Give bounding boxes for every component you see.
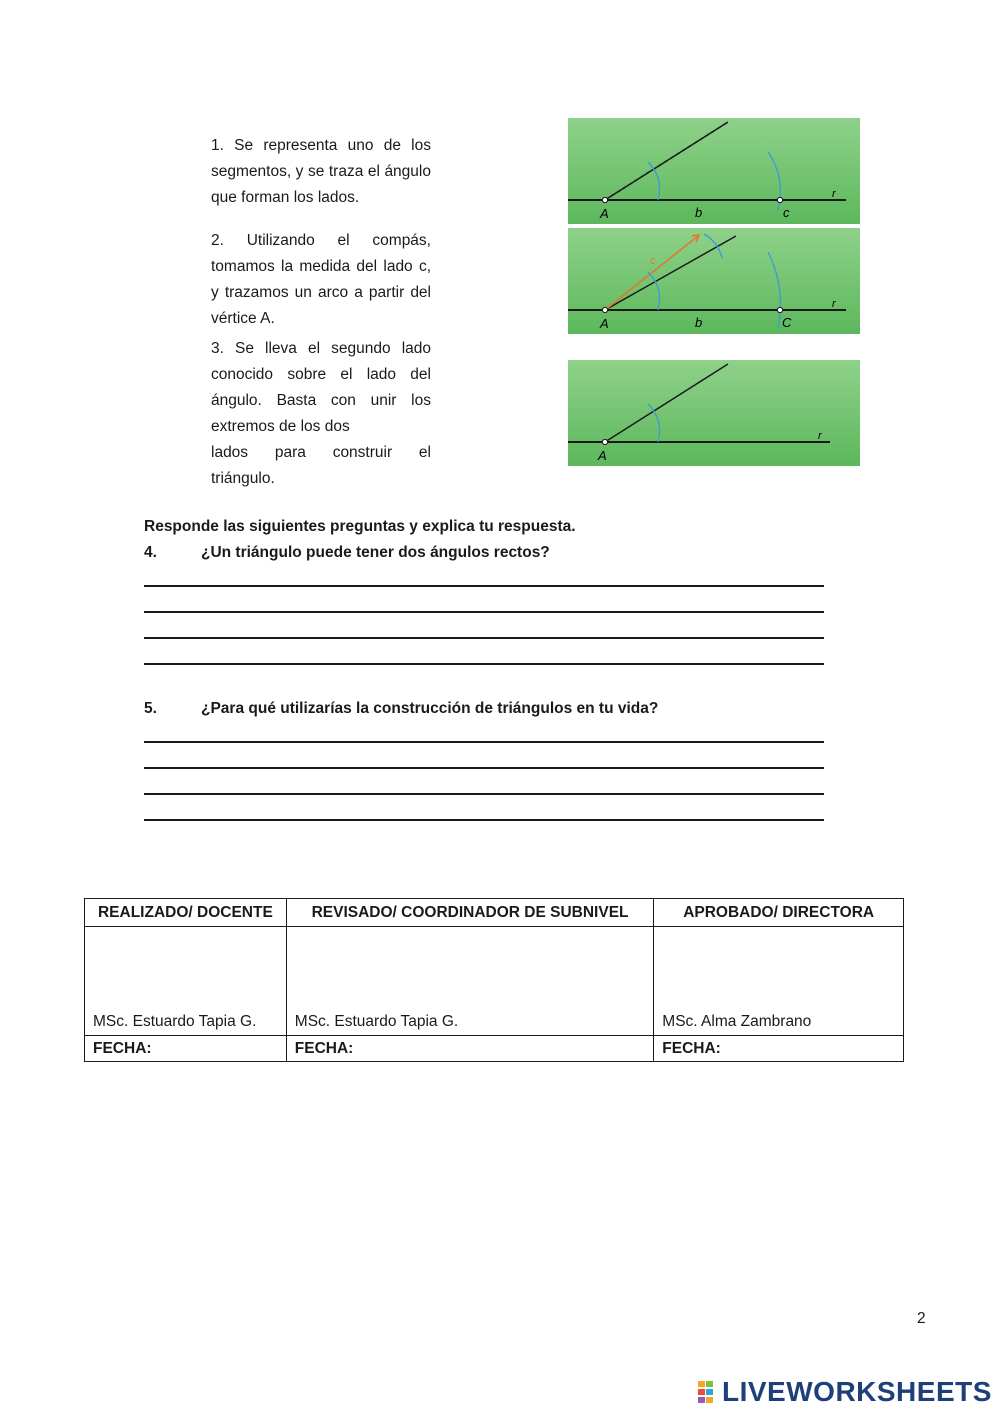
label-a: A [600,206,609,221]
answer-line-q5-4[interactable] [144,819,824,821]
signature-table-names [85,927,904,1036]
label-side-c: c [650,255,656,267]
date-revisado: FECHA: [286,1036,653,1062]
header-realizado: REALIZADO/ DOCENTE [85,899,287,927]
label-c: C [782,315,792,330]
label-r: r [818,430,822,442]
label-b: b [695,315,703,330]
name-revisado: MSc. Estuardo Tapia G. [286,927,653,1036]
step-2-text: 2. Utilizando el compás, tomamos la medida del lado c, y trazamos un arco a partir del vértice A. [211,232,431,327]
name-realizado: MSc. Estuardo Tapia G. [85,927,287,1036]
answer-line-q4-2[interactable] [144,611,824,613]
step-3-main: 3. Se lleva el segundo lado conocido sobre el lado del ángulo. Basta con unir los extremos de los dos [211,340,431,435]
step-3-tail: lados para construir el triángulo. [211,444,431,487]
answer-line-q5-2[interactable] [144,767,824,769]
answer-line-q4-4[interactable] [144,663,824,665]
label-r: r [832,188,836,200]
questions-instruction: Responde las siguientes preguntas y explica tu respuesta. [144,518,576,535]
answer-line-q5-3[interactable] [144,793,824,795]
question-4-text: ¿Un triángulo puede tener dos ángulos rectos? [201,544,550,561]
question-5-number: 5. [144,700,157,717]
liveworksheets-wordmark: LIVEWORKSHEETS [722,1376,992,1407]
step-3-text [211,336,431,492]
answer-line-q4-3[interactable] [144,637,824,639]
question-5 [144,700,658,718]
label-a: A [598,448,607,463]
liveworksheets-mark-icon [698,1381,722,1403]
answer-line-q5-1[interactable] [144,741,824,743]
signature-table [84,898,904,1062]
label-a: A [600,316,609,331]
label-b: b [695,205,703,220]
question-4 [144,544,550,562]
date-realizado: FECHA: [85,1036,287,1062]
label-r: r [832,298,836,310]
question-5-text: ¿Para qué utilizarías la construcción de triángulos en tu vida? [201,700,659,717]
step-1-text: 1. Se representa uno de los segmentos, y se traza el ángulo que forman los lados. [211,137,431,206]
header-aprobado: APROBADO/ DIRECTORA [654,899,904,927]
question-4-number: 4. [144,544,157,561]
date-aprobado: FECHA: [654,1036,904,1062]
signature-table-header [85,899,904,927]
construction-figure-1 [568,118,860,224]
page-number: 2 [917,1310,926,1327]
answer-line-q4-1[interactable] [144,585,824,587]
name-aprobado: MSc. Alma Zambrano [654,927,904,1036]
construction-figure-3 [568,360,860,466]
signature-table-dates [85,1036,904,1062]
header-revisado: REVISADO/ COORDINADOR DE SUBNIVEL [286,899,653,927]
label-c: c [783,205,790,220]
construction-figure-2 [568,228,860,334]
liveworksheets-logo [698,1376,992,1408]
